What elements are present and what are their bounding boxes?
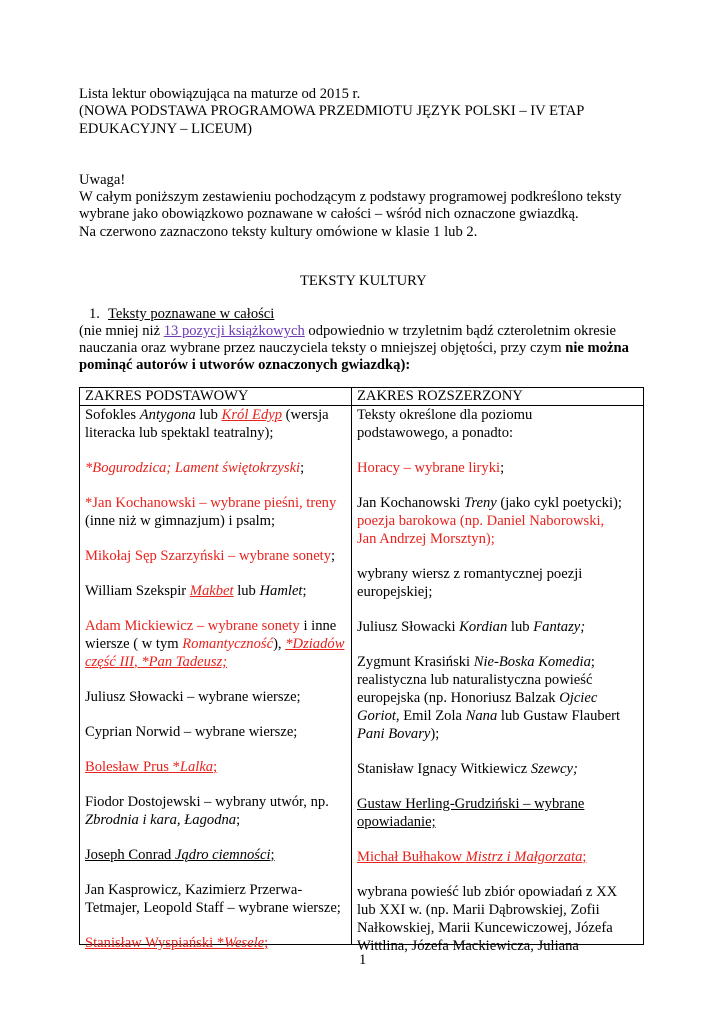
title: Nie-Boska Komedia	[473, 654, 591, 670]
text: nauczania oraz wybrane przez nauczyciela teksty o mniejszej objętości, przy czym	[79, 340, 566, 356]
text: ;	[590, 654, 595, 670]
list-item: Fiodor Dostojewski – wybrany utwór, np.	[85, 794, 329, 810]
table-row	[80, 406, 644, 945]
text: (wersja	[282, 407, 329, 423]
list-item-continued	[357, 689, 638, 707]
text: ;	[500, 460, 505, 476]
list-item: Jan Kasprowicz, Kazimierz Przerwa-	[85, 882, 303, 898]
text: Adam Mickiewicz – wybrane sonety	[85, 618, 300, 634]
list-item: wybrany wiersz z romantycznej poezji	[357, 566, 583, 582]
text: (nie mniej niż	[79, 323, 164, 339]
text: ;	[264, 935, 269, 951]
text: Juliusz Słowacki	[357, 619, 460, 635]
list-item-continued: literacka lub spektakl teatralny);	[85, 425, 274, 441]
list-item-continued	[85, 653, 346, 671]
text: , Emil Zola	[395, 708, 466, 724]
note-title: Uwaga!	[79, 172, 126, 188]
list-item-continued: Nałkowskiej, Marii Kuncewiczowej, Józefa	[357, 920, 613, 936]
note-line2: wybrane jako obowiązkowo poznawane w całości – wśród nich oznaczone gwiazdką.	[79, 206, 579, 222]
text: Stanisław Ignacy Witkiewicz	[357, 761, 531, 777]
section1-paragraph-line1	[79, 322, 616, 340]
list-item: Juliusz Słowacki – wybrane wiersze;	[85, 689, 301, 705]
text: lub	[507, 619, 534, 635]
header-extended-level: ZAKRES ROZSZERZONY	[352, 388, 644, 406]
list-item	[85, 617, 346, 635]
title: *Pan Tadeusz;	[141, 654, 228, 670]
basic-level-cell	[80, 406, 352, 951]
title: Szewcy;	[530, 761, 578, 777]
title: Romantyczność	[182, 636, 274, 652]
list-item: *Jan Kochanowski – wybrane pieśni, treny	[85, 495, 337, 511]
bold-text: nie można	[565, 340, 629, 356]
list-item	[357, 459, 638, 477]
text: ;	[582, 849, 587, 865]
extended-level-cell	[352, 406, 644, 954]
list-item-continued: europejskiej;	[357, 584, 433, 600]
title: Zbrodnia i kara, Łagodna	[85, 812, 237, 828]
text: ;	[331, 548, 336, 564]
title: Hamlet	[259, 583, 303, 599]
list-item	[357, 760, 638, 778]
list-item-continued: lub XXI w. (np. Marii Dąbrowskiej, Zofii	[357, 902, 600, 918]
text: i inne	[299, 618, 337, 634]
list-item	[85, 547, 346, 565]
text: ;	[213, 759, 218, 775]
note-line1: W całym poniższym zestawieniu pochodzącym z podstawy programowej podkreślono teksty	[79, 189, 622, 205]
header-basic-level: ZAKRES PODSTAWOWY	[80, 388, 352, 406]
text: Horacy – wybrane liryki	[357, 460, 501, 476]
text: lub Gustaw Flaubert	[497, 708, 621, 724]
list-item-continued: podstawowego, a ponadto:	[357, 425, 514, 441]
list-item-continued: Tetmajer, Leopold Staff – wybrane wiersze;	[85, 900, 341, 916]
list-item: wybrana powieść lub zbiór opowiadań z XX	[357, 884, 618, 900]
list-item-continued	[85, 635, 346, 653]
title: Ojciec	[559, 690, 598, 706]
doc-title: Lista lektur obowiązująca na maturze od 2015 r.	[79, 86, 361, 102]
list-item	[357, 618, 638, 636]
list-item	[85, 406, 346, 424]
title: Wesele	[224, 935, 265, 951]
text: wiersze ( w tym	[85, 636, 183, 652]
title: Treny	[464, 495, 497, 511]
list-item	[85, 846, 346, 864]
text: Zygmunt Krasiński	[357, 654, 474, 670]
list-item	[357, 653, 638, 671]
text: William Szekspir	[85, 583, 190, 599]
text: Sofokles	[85, 407, 140, 423]
title: Antygona	[139, 407, 196, 423]
text: Bolesław Prus *	[85, 759, 180, 775]
text: ;	[236, 812, 241, 828]
title: Mistrz i Małgorzata	[465, 849, 583, 865]
list-item	[85, 934, 346, 952]
text: Jan Kochanowski	[357, 495, 465, 511]
list-item: poezja barokowa (np. Daniel Naborowski,	[357, 513, 605, 529]
list-item-continued	[357, 707, 638, 725]
list-item	[85, 582, 346, 600]
title: Jądro ciemności	[175, 847, 271, 863]
note-line3: Na czerwono zaznaczono teksty kultury omówione w klasie 1 lub 2.	[79, 224, 478, 240]
title: część III	[85, 654, 135, 670]
list-item	[357, 494, 638, 512]
list-item-continued: opowiadanie;	[357, 814, 436, 830]
text: Michał Bułhakow	[357, 849, 466, 865]
text: ;	[300, 460, 305, 476]
doc-subtitle-line1: (NOWA PODSTAWA PROGRAMOWA PRZEDMIOTU JĘZYK POLSKI – IV ETAP	[79, 103, 585, 119]
text: lub	[195, 407, 222, 423]
list-item	[85, 758, 346, 776]
text: ,	[134, 654, 142, 670]
text: odpowiednio w trzyletnim bądź czteroletnim okresie	[304, 323, 616, 339]
title: Lalka	[179, 759, 214, 775]
title: Kordian	[459, 619, 508, 635]
text: Stanisław Wyspiański *	[85, 935, 225, 951]
title: Goriot	[357, 708, 396, 724]
text: (jako cykl poetycki);	[496, 495, 622, 511]
books-count-link[interactable]: 13 pozycji książkowych	[163, 323, 305, 339]
title: Fantazy;	[533, 619, 586, 635]
text: europejska (np. Honoriusz Balzak	[357, 690, 560, 706]
text: Mikołaj Sęp Szarzyński – wybrane sonety	[85, 548, 332, 564]
list-item-continued	[85, 811, 346, 829]
list-item-continued	[357, 725, 638, 743]
title: Pani Bovary	[357, 726, 431, 742]
list-item	[85, 459, 346, 477]
text: );	[430, 726, 440, 742]
text: Joseph Conrad	[85, 847, 175, 863]
list-item	[357, 848, 638, 866]
title: Król Edyp	[221, 407, 283, 423]
list-item: Cyprian Norwid – wybrane wiersze;	[85, 724, 298, 740]
page-number: 1	[359, 952, 367, 968]
text: ;	[270, 847, 275, 863]
doc-subtitle-line2: EDUKACYJNY – LICEUM)	[79, 121, 252, 137]
section-title: TEKSTY KULTURY	[300, 273, 427, 289]
section1-paragraph-line2	[79, 339, 629, 357]
list-item-continued: Wittlina, Józefa Mackiewicza, Juliana	[357, 938, 579, 954]
table-header-row	[80, 388, 644, 406]
text: lub	[233, 583, 260, 599]
list-item: realistyczna lub naturalistyczna powieść	[357, 672, 593, 688]
list-item: Teksty określone dla poziomu	[357, 407, 533, 423]
title: *Dziadów	[285, 636, 345, 652]
section1-heading: Teksty poznawane w całości	[108, 306, 275, 322]
list-item-continued: Jan Andrzej Morsztyn);	[357, 531, 495, 547]
text: ),	[273, 636, 286, 652]
section1-paragraph-line3: pominąć autorów i utworów oznaczonych gwiazdką):	[79, 357, 411, 373]
title: Nana	[465, 708, 498, 724]
text: ;	[302, 583, 307, 599]
title: *Bogurodzica; Lament świętokrzyski	[85, 460, 301, 476]
title: Makbet	[189, 583, 234, 599]
list-item: Gustaw Herling-Grudziński – wybrane	[357, 796, 585, 812]
reading-list-table	[79, 387, 644, 954]
section1-number: 1.	[89, 306, 100, 322]
list-item-continued: (inne niż w gimnazjum) i psalm;	[85, 513, 276, 529]
